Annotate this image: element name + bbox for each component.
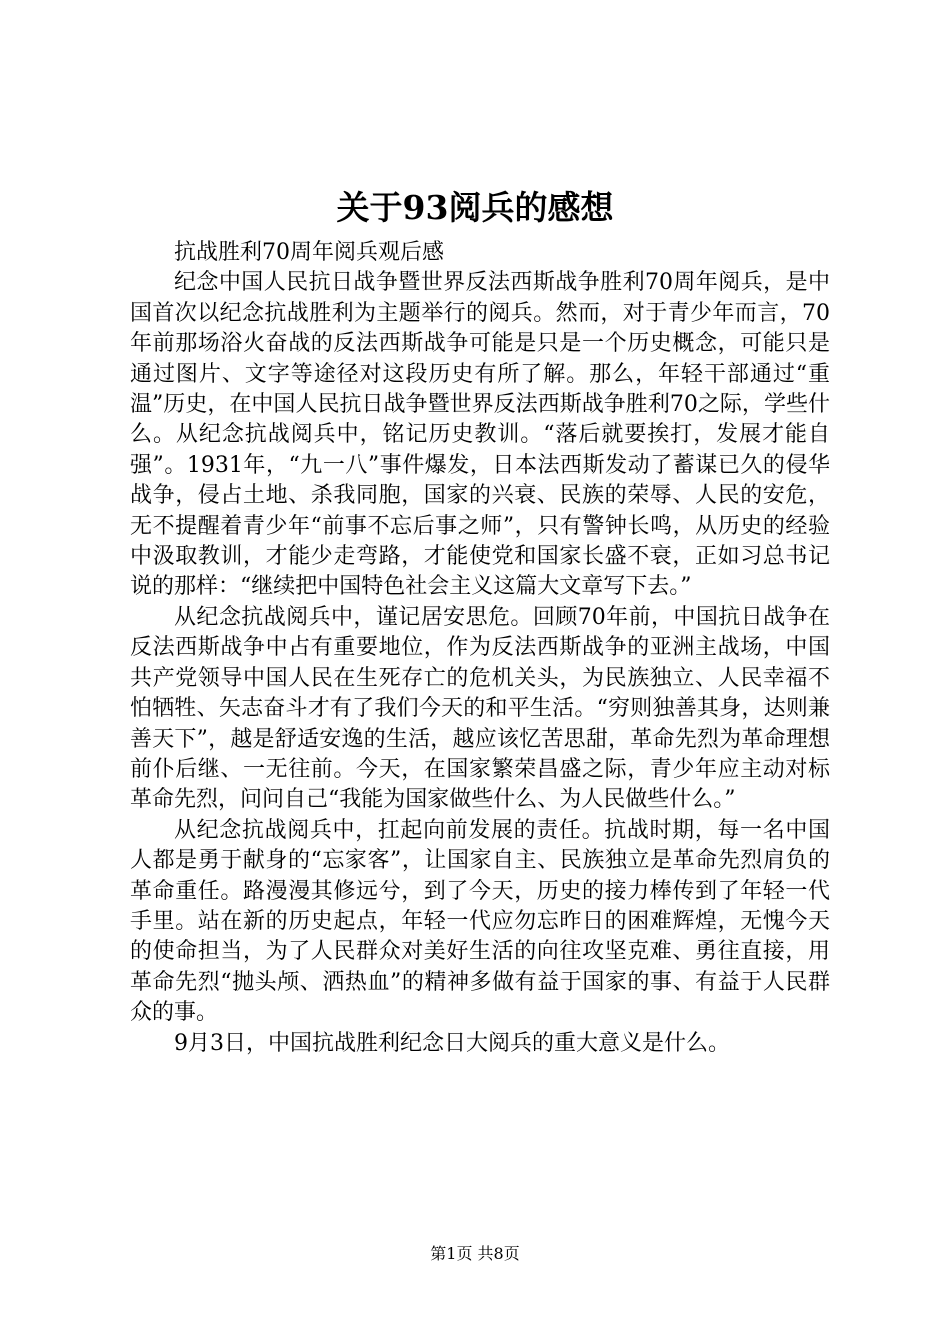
page-number-footer: 第1页 共8页 (430, 1244, 520, 1263)
paragraph-subtitle: 抗战胜利70周年阅兵观后感 (174, 240, 444, 265)
document-body (130, 238, 830, 1059)
document-title: 关于93阅兵的感想 (336, 188, 614, 227)
paragraph-4: 9月3日，中国抗战胜利纪念日大阅兵的重大意义是什么。 (174, 1030, 730, 1056)
paragraph-1: 纪念中国人民抗日战争暨世界反法西斯战争胜利70周年阅兵，是中国首次以纪念抗战胜利为主题举行的阅兵。然而，对于青少年而言，70年前那场浴火奋战的反法西斯战争可能是只是一个历史概念，可能只是通过图片、文字等途径对这段历史有所了解。那么，年轻干部通过“重温”历史，在中国人民抗日战争暨世界反法西斯战争胜利70之际，学些什么。从纪念抗战阅兵中，铭记历史教训。“落后就要挨打，发展才能自强”。1931年，“九一八”事件爆发，日本法西斯发动了蓄谋已久的侵华战争，侵占土地、杀我同胞，国家的兴衰、民族的荣辱、人民的安危，无不提醒着青少年“前事不忘后事之师”，只有警钟长鸣，从历史的经验中汲取教训，才能少走弯路，才能使党和国家长盛不衰，正如习总书记说的那样：“继续把中国特色社会主义这篇大文章写下去。” (130, 270, 830, 600)
paragraph-2: 从纪念抗战阅兵中，谨记居安思危。回顾70年前，中国抗日战争在反法西斯战争中占有重要地位，作为反法西斯战争的亚洲主战场，中国共产党领导中国人民在生死存亡的危机关头，为民族独立、人民幸福不怕牺牲、矢志奋斗才有了我们今天的和平生活。“穷则独善其身，达则兼善天下”，越是舒适安逸的生活，越应该忆苦思甜，革命先烈为革命理想前仆后继、一无往前。今天，在国家繁荣昌盛之际，青少年应主动对标革命先烈，问问自己“我能为国家做些什么、为人民做些什么。” (130, 604, 830, 813)
paragraph-3: 从纪念抗战阅兵中，扛起向前发展的责任。抗战时期，每一名中国人都是勇于献身的“忘家客”，让国家自主、民族独立是革命先烈肩负的革命重任。路漫漫其修远兮，到了今天，历史的接力棒传到了年轻一代手里。站在新的历史起点，年轻一代应勿忘昨日的困难辉煌，无愧今天的使命担当，为了人民群众对美好生活的向往攻坚克难、勇往直接，用革命先烈“抛头颅、洒热血”的精神多做有益于国家的事、有益于人民群众的事。 (130, 817, 830, 1026)
